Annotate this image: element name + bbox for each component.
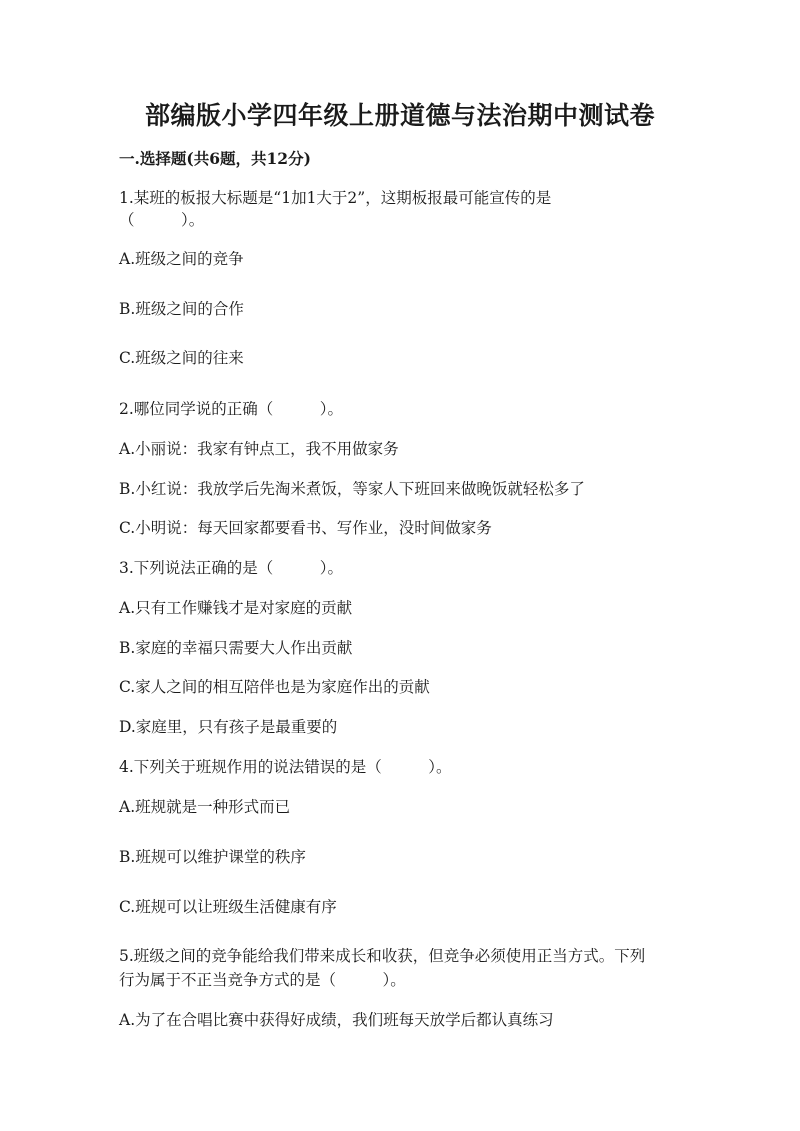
question-1-stem-line-2: （ ）。: [119, 211, 205, 229]
question-1-option-a: A.班级之间的竞争: [119, 250, 244, 268]
page-title: 部编版小学四年级上册道德与法治期中测试卷: [144, 101, 655, 130]
question-1-stem-line-1: 1.某班的板报大标题是“1加1大于2”，这期板报最可能宣传的是: [119, 189, 552, 207]
question-5-option-a: A.为了在合唱比赛中获得好成绩，我们班每天放学后都认真练习: [119, 1011, 554, 1029]
question-5-stem-line-2: 行为属于不正当竞争方式的是（ ）。: [119, 971, 406, 989]
question-2-option-b: B.小红说：我放学后先淘米煮饭，等家人下班回来做晚饭就轻松多了: [119, 480, 585, 498]
question-1-option-c: C.班级之间的往来: [119, 349, 244, 367]
question-4-option-b: B.班规可以维护课堂的秩序: [119, 848, 306, 866]
question-3-option-a: A.只有工作赚钱才是对家庭的贡献: [119, 599, 353, 617]
question-4-stem: 4.下列关于班规作用的说法错误的是（ ）。: [119, 758, 452, 776]
question-3-option-d: D.家庭里，只有孩子是最重要的: [119, 718, 338, 736]
question-2-option-c: C.小明说：每天回家都要看书、写作业，没时间做家务: [119, 519, 492, 537]
question-3-option-b: B.家庭的幸福只需要大人作出贡献: [119, 639, 353, 657]
question-2-stem: 2.哪位同学说的正确（ ）。: [119, 400, 344, 418]
question-4-option-c: C.班规可以让班级生活健康有序: [119, 898, 337, 916]
question-3-stem: 3.下列说法正确的是（ ）。: [119, 559, 344, 577]
question-1-option-b: B.班级之间的合作: [119, 300, 244, 318]
question-4-option-a: A.班规就是一种形式而已: [119, 798, 291, 816]
question-3-option-c: C.家人之间的相互陪伴也是为家庭作出的贡献: [119, 678, 430, 696]
question-2-option-a: A.小丽说：我家有钟点工，我不用做家务: [119, 440, 399, 458]
section-heading: 一.选择题(共6题，共12分): [119, 149, 311, 168]
question-5-stem-line-1: 5.班级之间的竞争能给我们带来成长和收获，但竞争必须使用正当方式。下列: [119, 947, 646, 965]
